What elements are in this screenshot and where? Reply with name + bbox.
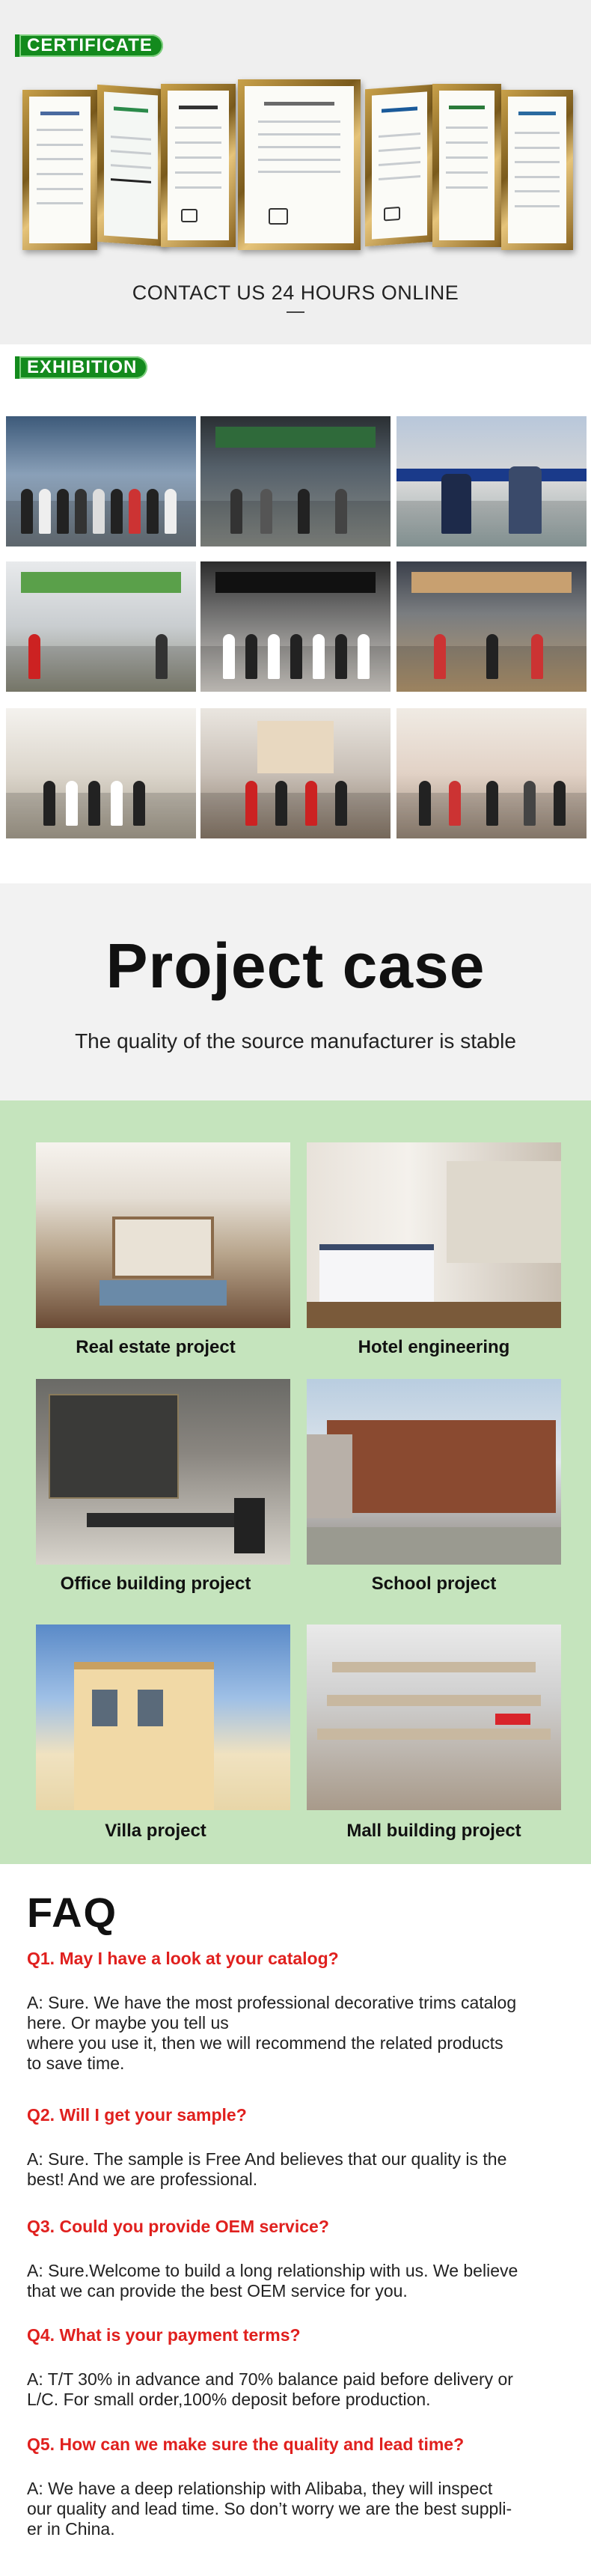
project-grid bbox=[0, 1100, 591, 1864]
faq-question: Q5. How can we make sure the quality and lead time? bbox=[27, 2435, 465, 2454]
faq-question: Q2. Will I get your sample? bbox=[27, 2105, 247, 2125]
faq-question: Q1. May I have a look at your catalog? bbox=[27, 1949, 339, 1968]
project-case-subtitle: The quality of the source manufacturer is stable bbox=[75, 1029, 516, 1053]
exhibition-photo bbox=[200, 416, 391, 546]
exhibition-photo bbox=[396, 561, 587, 692]
project-image-villa bbox=[36, 1625, 290, 1810]
exhibition-photo bbox=[6, 708, 196, 838]
certificate-image bbox=[238, 79, 361, 250]
exhibition-photo bbox=[396, 708, 587, 838]
certificate-gallery bbox=[22, 84, 576, 256]
project-image-school bbox=[307, 1379, 561, 1565]
certificate-image bbox=[161, 84, 236, 247]
certificate-image bbox=[97, 85, 165, 246]
exhibition-photo bbox=[396, 416, 587, 546]
divider bbox=[287, 311, 304, 313]
contact-banner: CONTACT US 24 HOURS ONLINE bbox=[132, 281, 459, 304]
faq-answer: A: We have a deep relationship with Alibaba, they will inspect our quality and lead time. So don’t worry we are the best suppli- er in China. bbox=[27, 2479, 512, 2539]
project-label: Real estate project bbox=[76, 1337, 236, 1357]
certificate-image bbox=[501, 90, 573, 250]
certificate-image bbox=[22, 90, 97, 250]
faq-question: Q4. What is your payment terms? bbox=[27, 2325, 301, 2345]
project-image-hotel bbox=[307, 1142, 561, 1328]
exhibition-photo bbox=[6, 561, 196, 692]
faq-answer: A: T/T 30% in advance and 70% balance paid before delivery or L/C. For small order,100% deposit before production. bbox=[27, 2369, 513, 2409]
faq-answer: A: Sure. The sample is Free And believes that our quality is the best! And we are professional. bbox=[27, 2149, 507, 2189]
faq-question: Q3. Could you provide OEM service? bbox=[27, 2217, 329, 2236]
exhibition-tag: EXHIBITION bbox=[19, 356, 147, 379]
project-case-header bbox=[0, 883, 591, 1100]
faq-title: FAQ bbox=[27, 1889, 118, 1936]
faq-answer: A: Sure. We have the most professional decorative trims catalog here. Or maybe you tell us where you use it, then we will recommend the related products to save time. bbox=[27, 1993, 517, 2073]
exhibition-photo bbox=[200, 561, 391, 692]
project-label: Office building project bbox=[60, 1574, 251, 1594]
project-image-mall bbox=[307, 1625, 561, 1810]
faq-section bbox=[0, 1864, 591, 2576]
project-image-real-estate bbox=[36, 1142, 290, 1328]
project-image-office bbox=[36, 1379, 290, 1565]
project-label: Hotel engineering bbox=[358, 1337, 510, 1357]
certificate-section bbox=[0, 0, 591, 344]
project-label: Villa project bbox=[105, 1821, 206, 1841]
project-label: School project bbox=[371, 1574, 497, 1594]
faq-answer: A: Sure.Welcome to build a long relationship with us. We believe that we can provide the best OEM service for you. bbox=[27, 2261, 518, 2301]
exhibition-photo bbox=[200, 708, 391, 838]
project-case-title: Project case bbox=[105, 931, 486, 1001]
certificate-image bbox=[365, 85, 434, 246]
exhibition-photo bbox=[6, 416, 196, 546]
certificate-tag: CERTIFICATE bbox=[19, 34, 163, 57]
exhibition-section bbox=[0, 344, 591, 883]
certificate-image bbox=[432, 84, 501, 247]
project-label: Mall building project bbox=[346, 1821, 521, 1841]
